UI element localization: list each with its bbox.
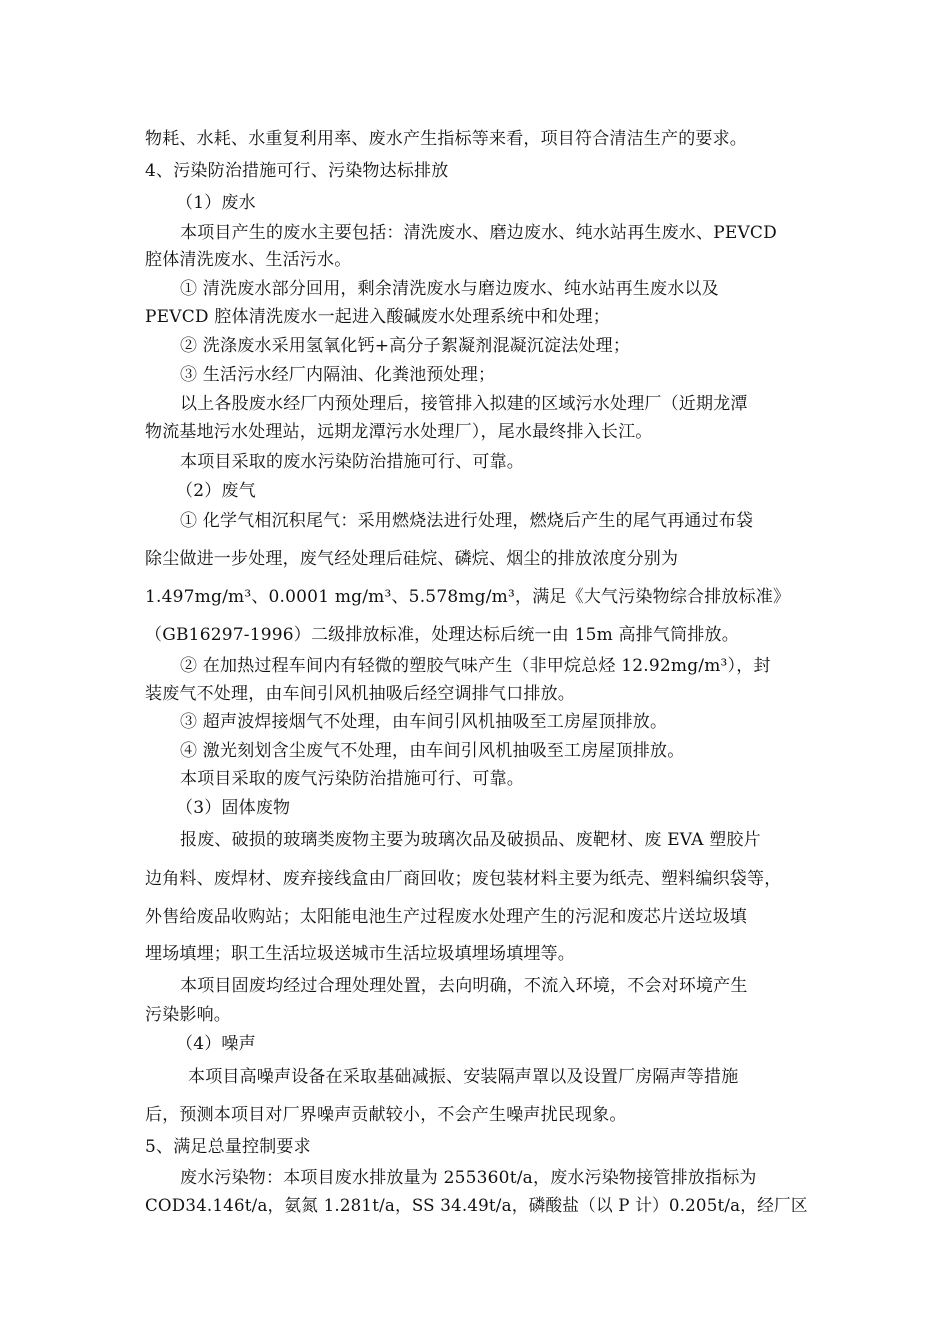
text-line: COD34.146t/a，氨氮 1.281t/a，SS 34.49t/a，磷酸盐（以 P 计）0.205t/a，经厂区 xyxy=(145,1196,808,1216)
text-line: 边角料、废焊材、废弃接线盒由厂商回收；废包装材料主要为纸壳、塑料编织袋等， xyxy=(145,869,782,889)
text-line: 本项目高噪声设备在采取基础减振、安装隔声罩以及设置厂房隔声等措施 xyxy=(188,1067,739,1087)
text-line: 物耗、水耗、水重复利用率、废水产生指标等来看，项目符合清洁生产的要求。 xyxy=(145,129,747,149)
text-line: ③ 超声波焊接烟气不处理，由车间引风机抽吸至工房屋顶排放。 xyxy=(180,712,668,732)
text-line: 本项目采取的废气污染防治措施可行、可靠。 xyxy=(180,769,524,789)
text-line: ② 在加热过程车间内有轻微的塑胶气味产生（非甲烷总烃 12.92mg/m³），封 xyxy=(180,656,771,676)
text-line: 废水污染物：本项目废水排放量为 255360t/a，废水污染物接管排放指标为 xyxy=(180,1168,757,1188)
text-line: 后，预测本项目对厂界噪声贡献较小，不会产生噪声扰民现象。 xyxy=(145,1105,627,1125)
text-line: ① 化学气相沉积尾气：采用燃烧法进行处理，燃烧后产生的尾气再通过布袋 xyxy=(180,511,754,531)
text-line: 以上各股废水经厂内预处理后，接管排入拟建的区域污水处理厂（近期龙潭 xyxy=(180,394,748,414)
text-line: 物流基地污水处理站，远期龙潭污水处理厂），尾水最终排入长江。 xyxy=(145,422,653,442)
text-line: 污染影响。 xyxy=(145,1005,231,1025)
text-line: ③ 生活污水经厂内隔油、化粪池预处理； xyxy=(180,365,496,385)
text-line: 本项目固废均经过合理处理处置，去向明确，不流入环境，不会对环境产生 xyxy=(180,976,748,996)
section-heading-4: 4、污染防治措施可行、污染物达标排放 xyxy=(145,161,449,181)
text-line: 装废气不处理，由车间引风机抽吸后经空调排气口排放。 xyxy=(145,684,575,704)
text-line: 除尘做进一步处理，废气经处理后硅烷、磷烷、烟尘的排放浓度分别为 xyxy=(145,549,679,569)
text-line: ④ 激光刻划含尘废气不处理，由车间引风机抽吸至工房屋顶排放。 xyxy=(180,741,685,761)
text-line: 报废、破损的玻璃类废物主要为玻璃次品及破损品、废靶材、废 EVA 塑胶片 xyxy=(180,830,761,850)
text-line: 埋场填埋；职工生活垃圾送城市生活垃圾填埋场填埋等。 xyxy=(145,944,575,964)
text-line: 腔体清洗废水、生活污水。 xyxy=(145,250,352,270)
subheading-exhaust-gas: （2）废气 xyxy=(176,481,256,501)
text-line: ① 清洗废水部分回用，剩余清洗废水与磨边废水、纯水站再生废水以及 xyxy=(180,279,719,299)
section-heading-5: 5、满足总量控制要求 xyxy=(145,1137,311,1157)
text-line: 1.497mg/m³、0.0001 mg/m³、5.578mg/m³，满足《大气污染物综合排放标准》 xyxy=(145,587,791,607)
text-line: ② 洗涤废水采用氢氧化钙+高分子絮凝剂混凝沉淀法处理； xyxy=(180,336,631,356)
text-line: （GB16297-1996）二级排放标准，处理达标后统一由 15m 高排气筒排放。 xyxy=(145,625,739,645)
text-line: 本项目采取的废水污染防治措施可行、可靠。 xyxy=(180,452,524,472)
text-line: PEVCD 腔体清洗废水一起进入酸碱废水处理系统中和处理； xyxy=(145,307,610,327)
subheading-noise: （4）噪声 xyxy=(176,1034,256,1054)
text-line: 外售给废品收购站；太阳能电池生产过程废水处理产生的污泥和废芯片送垃圾填 xyxy=(145,907,747,927)
subheading-solid-waste: （3）固体废物 xyxy=(176,798,291,818)
subheading-wastewater: （1）废水 xyxy=(176,193,256,213)
text-line: 本项目产生的废水主要包括：清洗废水、磨边废水、纯水站再生废水、PEVCD xyxy=(180,223,777,243)
